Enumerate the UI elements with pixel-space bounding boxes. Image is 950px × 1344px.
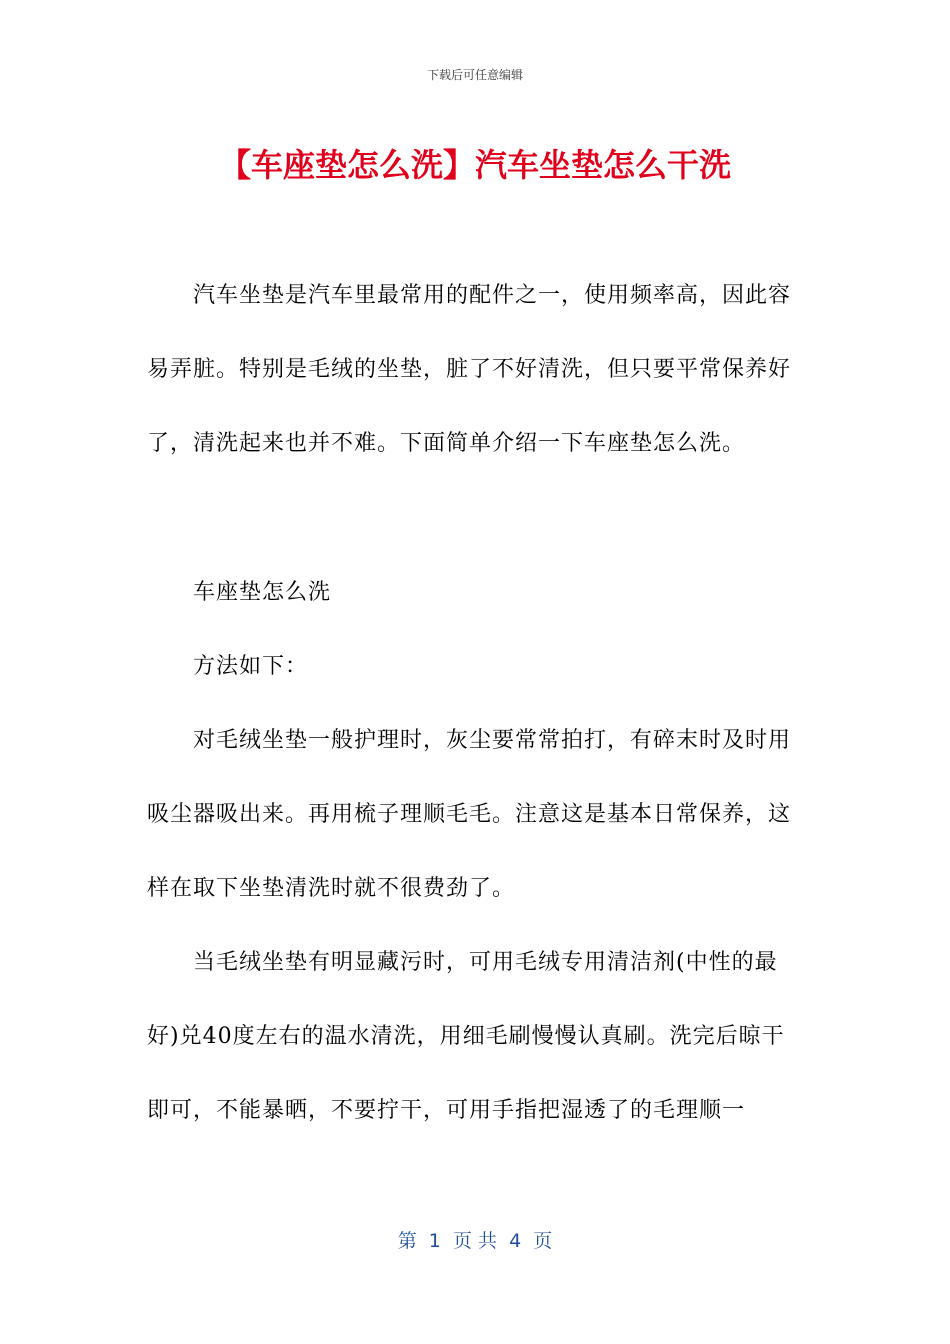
- intro-paragraph: 汽车坐垫是汽车里最常用的配件之一，使用频率高，因此容易弄脏。特别是毛绒的坐垫，脏了不好清洗，但只要平常保养好了，清洗起来也并不难。下面简单介绍一下车座垫怎么洗。: [147, 283, 792, 456]
- header-note: 下载后可任意编辑: [426, 68, 523, 82]
- page-footer: 第 1 页 共 4 页: [397, 1230, 553, 1252]
- intro-block: [147, 259, 807, 481]
- section-heading: 车座垫怎么洗: [193, 580, 332, 605]
- content-block: [147, 556, 807, 1148]
- method-label: 方法如下：: [193, 654, 309, 679]
- wash-paragraph: 当毛绒坐垫有明显藏污时，可用毛绒专用清洁剂(中性的最好)兑40度左右的温水清洗，用细毛刷慢慢认真刷。洗完后晾干即可，不能暴晒，不要拧干，可用手指把湿透了的毛理顺一: [147, 950, 785, 1123]
- care-paragraph: 对毛绒坐垫一般护理时，灰尘要常常拍打，有碎末时及时用吸尘器吸出来。再用梳子理顺毛毛。注意这是基本日常保养，这样在取下坐垫清洗时就不很费劲了。: [147, 728, 792, 901]
- document-title: 【车座垫怎么洗】汽车坐垫怎么干洗: [218, 146, 731, 184]
